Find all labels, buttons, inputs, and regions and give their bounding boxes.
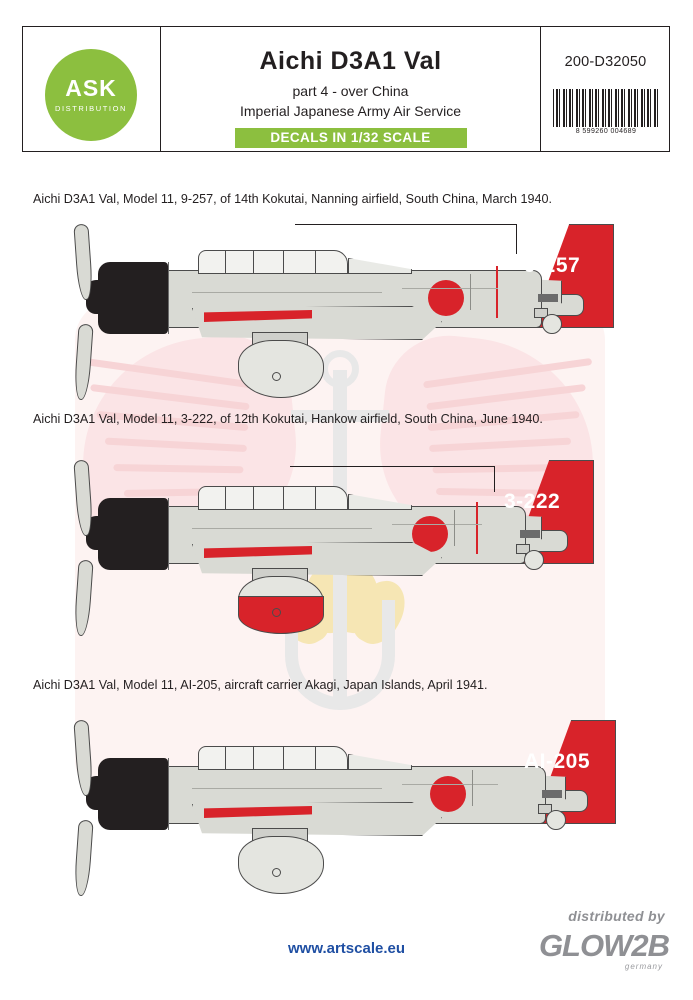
wheel-hub-1 bbox=[272, 372, 281, 381]
wheel-hub-2 bbox=[272, 608, 281, 617]
panel-line-2b bbox=[392, 524, 482, 525]
wheel-spat-3 bbox=[238, 836, 324, 894]
propeller-3 bbox=[74, 720, 96, 898]
tailwheel-1 bbox=[542, 314, 562, 334]
panel-line-1c bbox=[470, 274, 471, 310]
rear-canopy-2 bbox=[348, 494, 412, 510]
ask-logo-circle bbox=[45, 49, 137, 141]
propeller-1 bbox=[74, 224, 96, 402]
profile-caption-3: Aichi D3A1 Val, Model 11, AI-205, aircraft carrier Akagi, Japan Islands, April 1941. bbox=[33, 678, 488, 692]
product-code-cell bbox=[541, 27, 670, 151]
rear-canopy-3 bbox=[348, 754, 412, 770]
aircraft-profile-2 bbox=[72, 468, 612, 658]
tailwheel-2 bbox=[524, 550, 544, 570]
aircraft-profile-1 bbox=[72, 232, 612, 422]
tail-marking-3 bbox=[542, 790, 562, 798]
product-code: 200-D32050 bbox=[564, 54, 647, 70]
profile-caption-2: Aichi D3A1 Val, Model 11, 3-222, of 12th Kokutai, Hankow airfield, South China, June 1940. bbox=[33, 412, 543, 426]
cowling-panel-line-2 bbox=[98, 498, 169, 570]
tail-band-2 bbox=[476, 502, 478, 554]
wing-3 bbox=[192, 802, 442, 836]
wing-2 bbox=[192, 542, 442, 576]
distributed-by-label: distributed by bbox=[568, 908, 665, 924]
scale-banner: DECALS IN 1/32 SCALE bbox=[235, 128, 467, 148]
tail-marking-2 bbox=[520, 530, 540, 538]
website-url[interactable]: www.artscale.eu bbox=[288, 940, 405, 957]
panel-line-3c bbox=[472, 770, 473, 806]
barcode-icon bbox=[553, 89, 659, 127]
panel-line-3b bbox=[402, 784, 498, 785]
page-subtitle-service: Imperial Japanese Army Air Service bbox=[240, 103, 461, 119]
tail-code-2: 3-222 bbox=[504, 490, 561, 513]
leader-line-2-horizontal bbox=[290, 466, 495, 467]
profile-caption-1: Aichi D3A1 Val, Model 11, 9-257, of 14th Kokutai, Nanning airfield, South China, March 1940. bbox=[33, 192, 552, 206]
tail-code-3: AI-205 bbox=[524, 750, 591, 773]
hinomaru-fuselage-3 bbox=[430, 776, 466, 812]
barcode-number: 8 599260 004689 bbox=[575, 128, 637, 135]
aircraft-profile-3 bbox=[72, 728, 612, 918]
tail-band-1 bbox=[496, 266, 498, 318]
cowling-panel-line-3 bbox=[98, 758, 169, 830]
leader-line-1-horizontal bbox=[295, 224, 517, 225]
wheel-spat-1 bbox=[238, 340, 324, 398]
ask-logo-tagline: DISTRIBUTION bbox=[54, 104, 128, 113]
wheel-spat-red-2 bbox=[238, 596, 324, 634]
tailwheel-3 bbox=[546, 810, 566, 830]
panel-line-3a bbox=[192, 788, 382, 789]
distributor-logo: GLOW2B bbox=[538, 928, 669, 963]
panel-line-1b bbox=[402, 288, 498, 289]
header-box bbox=[22, 26, 670, 152]
page-title: Aichi D3A1 Val bbox=[259, 47, 442, 75]
wing-1 bbox=[192, 306, 442, 340]
page-subtitle-part: part 4 - over China bbox=[292, 83, 409, 99]
ask-logo-text: ASK bbox=[65, 75, 117, 101]
rear-canopy-1 bbox=[348, 258, 412, 274]
cowling-panel-line-1 bbox=[98, 262, 169, 334]
hinomaru-fuselage-1 bbox=[428, 280, 464, 316]
panel-line-2c bbox=[454, 510, 455, 546]
canopy-1 bbox=[198, 250, 348, 274]
canopy-3 bbox=[198, 746, 348, 770]
distributor-country: germany bbox=[624, 962, 663, 971]
logo-cell bbox=[23, 27, 161, 151]
panel-line-1a bbox=[192, 292, 382, 293]
wheel-hub-3 bbox=[272, 868, 281, 877]
tail-code-1: 9-257 bbox=[524, 254, 581, 277]
canopy-2 bbox=[198, 486, 348, 510]
propeller-2 bbox=[74, 460, 96, 638]
title-cell bbox=[161, 27, 541, 151]
panel-line-2a bbox=[192, 528, 372, 529]
tail-marking-1 bbox=[538, 294, 558, 302]
